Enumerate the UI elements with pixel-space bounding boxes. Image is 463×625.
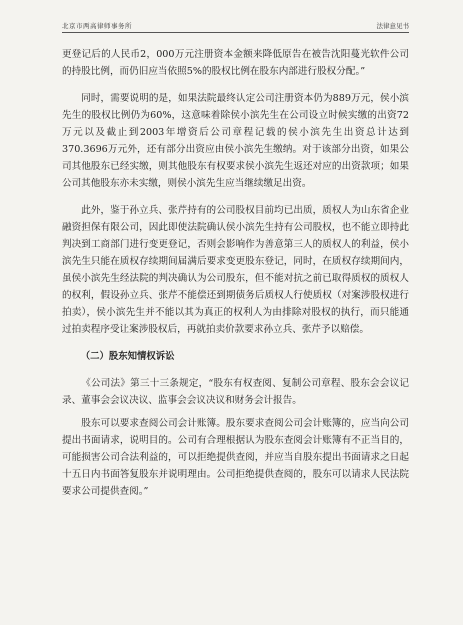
paragraph-law-quote: 《公司法》第三十三条规定，“股东有权查阅、复制公司章程、股东会会议记录、董事会会议决议、监事会会议决议和财务会计报告。 — [62, 378, 409, 406]
paragraph-pledge: 此外，鉴于孙立兵、张芹持有的公司股权目前均已出质，质权人为山东省企业融资担保有限公司，因此即使法院确认侯小滨先生持有公司股权，也不能立即持此判决到工商部门进行变更登记，否则会影响作为善意第三人的质权人的利益，侯小滨先生只能在质权存续期间届满后要求变更股东登记，同时，在质权存续期间内，虽侯小滨先生经法院的判决确认为公司股东，但不能对抗之前已取得质权的质权人的权利，假设孙立兵、张芹不能偿还到期债务后质权人行使质权（对案涉股权进行拍卖），侯小滨先生并不能以其为真正的权利人为由排除对股权的执行，而只能通过拍卖程序受让案涉股权后，再就拍卖价款要求孙立兵、张芹予以赔偿。 — [62, 205, 409, 335]
page-header — [62, 18, 409, 33]
paragraph-capital: 同时，需要说明的是，如果法院最终认定公司注册资本仍为889万元，侯小滨先生的股权比例仍为60%，这意味着除侯小滨先生在公司设立时候实缴的出资72万元以及截止到2003年增资后公司章程记载的侯小滨先生出资总计达到370.3696万元外，还有部分出资应由侯小滨先生缴纳。对于该部分出资，如果公司其他股东已经实缴，则其他股东有权要求侯小滨先生返还对应的出资款项；如果公司其他股东亦未实缴，则侯小滨先生应当继续缴足出资。 — [62, 93, 409, 189]
paragraph-continuation: 更登记后的人民币2，000万元注册资本金额来降低原告在被告沈阳蔓光软件公司的持股比例，而仍旧应当依照5%的股权比例在股东内部进行股权分配。” — [62, 49, 409, 77]
paragraph-accounting-books: 股东可以要求查阅公司会计账簿。股东要求查阅公司会计账簿的，应当向公司提出书面请求，说明目的。公司有合理根据认为股东查阅会计账簿有不正当目的，可能损害公司合法利益的，可以拒绝提供查阅，并应当自股东提出书面请求之日起十五日内书面答复股东并说明理由。公司拒绝提供查阅的，股东可以请求人民法院要求公司提供查阅。” — [62, 418, 409, 497]
section-heading: （二）股东知情权诉讼 — [80, 351, 175, 362]
document-body — [62, 46, 409, 510]
document-type: 法律意见书 — [376, 22, 409, 30]
firm-name: 北京市两高律师事务所 — [62, 22, 132, 30]
